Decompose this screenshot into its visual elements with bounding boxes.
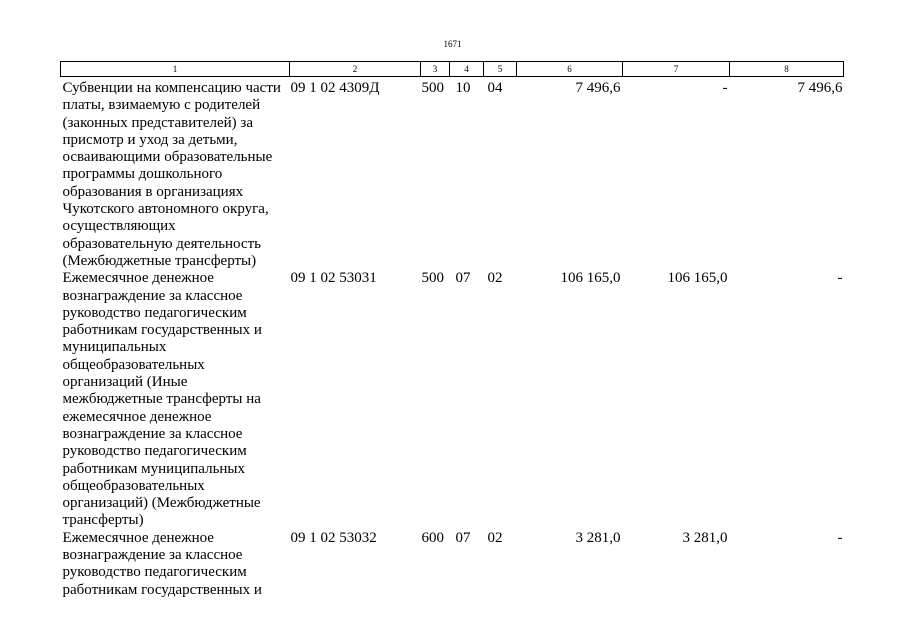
description-line: Ежемесячное денежное <box>62 529 214 546</box>
section-code: 10 <box>455 80 471 96</box>
description-line: руководство педагогическим <box>62 304 247 321</box>
row-description <box>61 530 290 599</box>
description-line: Ежемесячное денежное <box>62 270 214 287</box>
description-line: ежемесячное денежное <box>62 408 212 425</box>
description-line: осваивающими образовательные <box>62 149 273 166</box>
table-row <box>61 530 844 599</box>
description-line: (законных представителей) за <box>62 114 253 131</box>
amount-column-8: - <box>837 529 843 546</box>
page-number: 1671 <box>443 39 462 49</box>
column-header-2: 2 <box>290 62 421 77</box>
amount-column-8: - <box>837 270 843 287</box>
description-line: работникам государственных и <box>62 581 262 598</box>
target-article-code: 09 1 02 53031 <box>290 270 377 287</box>
description-line: общеобразовательных <box>62 477 205 494</box>
target-article-code: 09 1 02 53032 <box>290 529 377 546</box>
description-line: трансферты) <box>62 512 144 529</box>
description-line: образовательную деятельность <box>62 235 261 252</box>
subsection-code: 02 <box>487 529 503 546</box>
subsection-code: 02 <box>487 270 503 287</box>
column-header-6: 6 <box>517 62 623 77</box>
description-line: Субвенции на компенсацию части <box>62 80 281 96</box>
table-row <box>61 77 844 271</box>
budget-table <box>60 61 844 599</box>
description-line: платы, взимаемую с родителей <box>62 97 261 114</box>
amount-column-6: 7 496,6 <box>575 80 621 96</box>
column-header-3: 3 <box>421 62 450 77</box>
column-header-1: 1 <box>61 62 290 77</box>
column-number-header-row <box>61 62 844 77</box>
section-code: 07 <box>455 529 471 546</box>
description-line: организаций (Иные <box>62 374 188 391</box>
target-article-code: 09 1 02 4309Д <box>290 80 380 96</box>
description-line: муниципальных <box>62 339 167 356</box>
description-line: вознаграждение за классное <box>62 287 243 304</box>
expense-type-code: 600 <box>421 529 444 546</box>
subsection-code: 04 <box>487 80 503 96</box>
description-line: руководство педагогическим <box>62 564 247 581</box>
amount-column-7: - <box>722 80 728 96</box>
description-line: вознаграждение за классное <box>62 425 243 442</box>
description-line: осуществляющих <box>62 218 176 235</box>
table-row <box>61 270 844 529</box>
section-code: 07 <box>455 270 471 287</box>
expense-type-code: 500 <box>421 270 444 287</box>
description-line: межбюджетные трансферты на <box>62 391 261 408</box>
column-header-7: 7 <box>623 62 730 77</box>
amount-column-8: 7 496,6 <box>797 80 843 96</box>
description-line: организаций) (Межбюджетные <box>62 495 261 512</box>
description-line: присмотр и уход за детьми, <box>62 131 238 148</box>
description-line: (Межбюджетные трансферты) <box>62 252 257 269</box>
description-line: вознаграждение за классное <box>62 547 243 564</box>
description-line: общеобразовательных <box>62 356 205 373</box>
amount-column-6: 106 165,0 <box>560 270 621 287</box>
description-line: руководство педагогическим <box>62 443 247 460</box>
description-line: Чукотского автономного округа, <box>62 201 269 218</box>
row-description <box>61 270 290 529</box>
amount-column-6: 3 281,0 <box>575 529 621 546</box>
description-line: работникам государственных и <box>62 322 262 339</box>
description-line: программы дошкольного <box>62 166 223 183</box>
column-header-5: 5 <box>484 62 517 77</box>
description-line: образования в организациях <box>62 183 244 200</box>
amount-column-7: 3 281,0 <box>682 529 728 546</box>
column-header-4: 4 <box>450 62 484 77</box>
expense-type-code: 500 <box>421 80 444 96</box>
column-header-8: 8 <box>730 62 844 77</box>
amount-column-7: 106 165,0 <box>667 270 728 287</box>
row-description <box>61 77 290 271</box>
description-line: работникам муниципальных <box>62 460 246 477</box>
